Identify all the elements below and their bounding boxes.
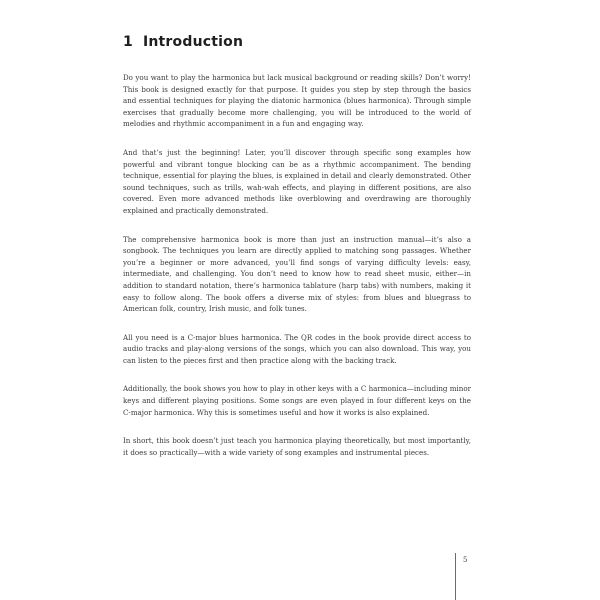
paragraph-1: Do you want to play the harmonica but lack musical background or reading skills? Don’t worry! This book is designed exactly for that purpose. It guides you step by step through the basics and essential techniques for playing the diatonic harmonica (blues harmonica). Through simple exercises that gradually become more challenging, you will be introduced to the world of melodies and rhythmic accompaniment in a fun and engaging way.: [123, 73, 471, 129]
paragraph-5: Additionally, the book shows you how to play in other keys with a C harmonica—including minor keys and different playing positions. Some songs are even played in four different keys on the C-major harmonica. Why this is sometimes useful and how it works is also explained.: [123, 384, 471, 417]
paragraph-2: And that’s just the beginning! Later, you’ll discover through specific song examples how powerful and vibrant tongue blocking can be as a rhythmic accompaniment. The bending technique, essential for playing the blues, is explained in detail and clearly demonstrated. Other sound techniques, such as trills, wah-wah effects, and playing in different positions, are also covered. Even more advanced methods like overblowing and overdrawing are thoroughly explained and practically demonstrated.: [123, 147, 471, 215]
chapter-title: Introduction: [142, 34, 244, 50]
page-number: 5: [463, 556, 468, 564]
paragraph-4: All you need is a C-major blues harmonica. The QR codes in the book provide direct access to audio tracks and play-along versions of the songs, which you can also download. This way, you can listen to the pieces first and then practice along with the backing track.: [123, 332, 471, 365]
paragraph-3: The comprehensive harmonica book is more than just an instruction manual—it’s also a songbook. The techniques you learn are directly applied to matching song passages. Whether you’re a beginner or more advanced, you’ll find songs of varying difficulty levels: easy, intermediate, and challenging. You don’t need to know how to read sheet music, either—in addition to standard notation, there’s harmonica tablature (harp tabs) with numbers, making it easy to follow along. The book offers a diverse mix of styles: from blues and bluegrass to American folk, country, Irish music, and folk tunes.: [123, 234, 471, 314]
chapter-number: 1: [123, 34, 133, 50]
paragraph-6: In short, this book doesn’t just teach you harmonica playing theoretically, but most importantly, it does so practically—with a wide variety of song examples and instrumental pieces.: [123, 436, 471, 457]
chapter-body: [123, 72, 471, 475]
chapter-heading: [123, 34, 243, 50]
footer-rule: [455, 553, 456, 600]
